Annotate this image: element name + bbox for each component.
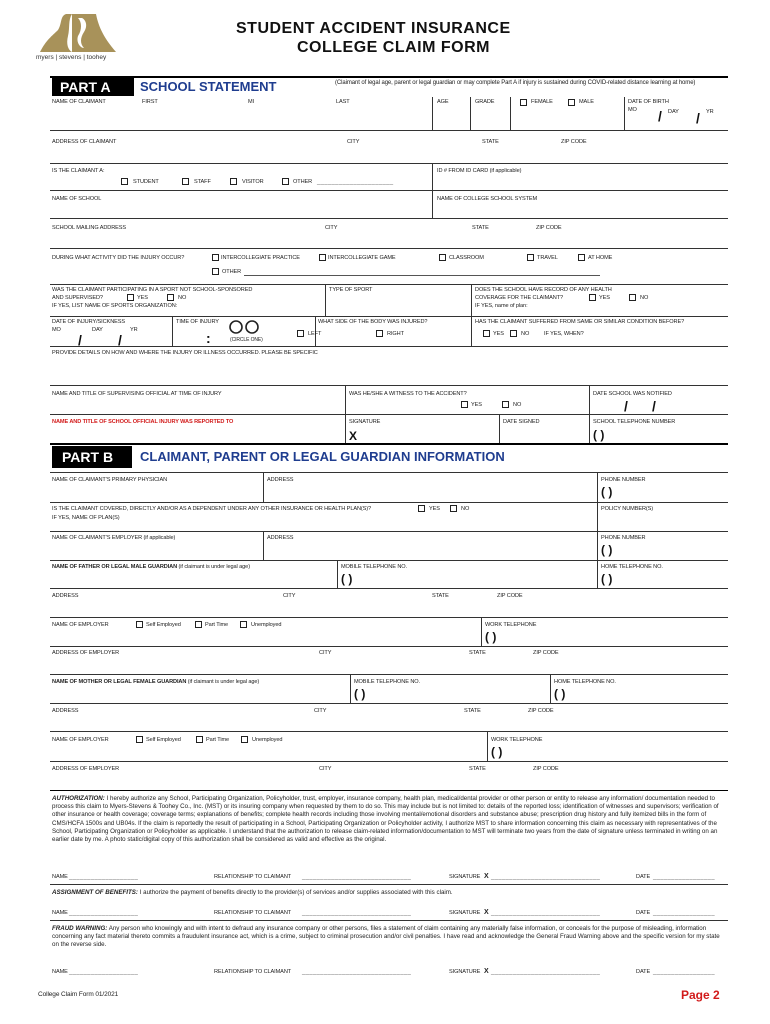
- similar-yes-label: YES: [493, 331, 504, 337]
- address-of-claimant-label: ADDRESS OF CLAIMANT: [52, 139, 117, 145]
- father-name-label: NAME OF FATHER OR LEGAL MALE GUARDIAN: [52, 564, 178, 570]
- policy-numbers-label: POLICY NUMBER(S): [601, 506, 654, 512]
- intercollegiate-practice-label: INTERCOLLEGIATE PRACTICE: [221, 255, 300, 261]
- male-checkbox[interactable]: [568, 99, 575, 106]
- time-colon: :: [206, 330, 211, 346]
- father-mobile-paren[interactable]: ( ): [341, 572, 353, 586]
- sport-question-2: AND SUPERVISED?: [52, 295, 103, 301]
- father-unemployed-checkbox[interactable]: [240, 621, 247, 628]
- injury-mo-label: MO: [52, 327, 61, 333]
- record-no-label: NO: [640, 295, 649, 301]
- other-checkbox[interactable]: [282, 178, 289, 185]
- mi-label: MI: [248, 99, 255, 105]
- fraud-paragraph: [52, 925, 720, 950]
- health-record-question-2: COVERAGE FOR THE CLAIMANT?: [475, 295, 564, 301]
- female-label: FEMALE: [531, 99, 553, 105]
- mother-unemployed-checkbox[interactable]: [241, 736, 248, 743]
- staff-checkbox[interactable]: [182, 178, 189, 185]
- fraud-signature-x[interactable]: X: [484, 968, 489, 975]
- school-state-label: STATE: [472, 225, 489, 231]
- sport-no-label: NO: [178, 295, 187, 301]
- male-label: MALE: [579, 99, 594, 105]
- sport-question-1: WAS THE CLAIMANT PARTICIPATING IN A SPORT NOT SCHOOL-SPONSORED: [52, 287, 253, 293]
- logo-tagline: myers | stevens | toohey: [36, 54, 107, 61]
- dob-day-label: DAY: [668, 109, 679, 115]
- father-unemployed-label: Unemployed: [251, 622, 282, 628]
- is-claimant-label: IS THE CLAIMANT A:: [52, 168, 105, 174]
- authorization-paragraph: [52, 795, 720, 844]
- covered-no-checkbox[interactable]: [450, 505, 457, 512]
- witness-yes-checkbox[interactable]: [461, 401, 468, 408]
- mother-part-time-label: Part Time: [206, 737, 230, 743]
- dob-label: DATE OF BIRTH: [628, 99, 669, 105]
- auth-name-blank[interactable]: ___________________: [69, 874, 139, 880]
- physician-phone-label: PHONE NUMBER: [601, 477, 646, 483]
- staff-label: STAFF: [194, 179, 211, 185]
- mother-address-label: ADDRESS: [52, 708, 79, 714]
- father-employer-label: NAME OF EMPLOYER: [52, 622, 109, 628]
- activity-other-label: OTHER: [222, 269, 242, 275]
- school-phone-paren[interactable]: ( ): [593, 428, 605, 442]
- similar-yes-checkbox[interactable]: [483, 330, 490, 337]
- similar-no-checkbox[interactable]: [510, 330, 517, 337]
- official-reported-label: NAME AND TITLE OF SCHOOL OFFICIAL INJURY WAS REPORTED TO: [52, 419, 234, 425]
- claimant-employer-label: NAME OF CLAIMANT'S EMPLOYER (if applicable): [52, 535, 176, 541]
- zip-label: ZIP CODE: [561, 139, 587, 145]
- page-number: Page 2: [681, 988, 720, 1002]
- covered-question-2: IF YES, NAME OF PLAN(S): [52, 515, 120, 521]
- father-label: [52, 564, 250, 571]
- mother-part-time-checkbox[interactable]: [196, 736, 203, 743]
- auth-date-label: DATE: [636, 874, 651, 880]
- assignment-heading: ASSIGNMENT OF BENEFITS:: [52, 889, 138, 896]
- assign-name-label: NAME: [52, 910, 68, 916]
- witness-no-label: NO: [513, 402, 522, 408]
- mother-name-label: NAME OF MOTHER OR LEGAL FEMALE GUARDIAN: [52, 679, 187, 685]
- covered-yes-label: YES: [429, 506, 440, 512]
- mother-employer-address-label: ADDRESS OF EMPLOYER: [52, 766, 120, 772]
- primary-physician-label: NAME OF CLAIMANT'S PRIMARY PHYSICIAN: [52, 477, 168, 483]
- injury-slash-1: /: [78, 332, 82, 348]
- mother-home-phone-paren[interactable]: ( ): [554, 687, 566, 701]
- at-home-label: AT HOME: [588, 255, 613, 261]
- record-yes-checkbox[interactable]: [589, 294, 596, 301]
- auth-signature-blank[interactable]: ______________________________: [491, 874, 601, 880]
- state-label: STATE: [482, 139, 499, 145]
- circle-one-label: (CIRCLE ONE): [230, 337, 263, 343]
- employer-phone-paren[interactable]: ( ): [601, 543, 613, 557]
- mother-self-employed-checkbox[interactable]: [136, 736, 143, 743]
- mother-label: [52, 679, 259, 686]
- school-signature-x[interactable]: X: [349, 429, 358, 443]
- mother-self-employed-label: Self Employed: [146, 737, 181, 743]
- time-injury-label: TIME OF INJURY: [176, 319, 219, 325]
- fraud-date-blank[interactable]: _________________: [653, 969, 715, 975]
- mother-work-phone-label: WORK TELEPHONE: [491, 737, 543, 743]
- physician-phone-paren[interactable]: ( ): [601, 485, 613, 499]
- fraud-name-blank[interactable]: ___________________: [69, 969, 139, 975]
- if-yes-when-label: IF YES, WHEN?: [544, 331, 584, 337]
- student-label: STUDENT: [133, 179, 159, 185]
- injury-slash-2: /: [118, 332, 122, 348]
- covered-no-label: NO: [461, 506, 470, 512]
- fraud-signature-label: SIGNATURE: [449, 969, 481, 975]
- last-label: LAST: [336, 99, 350, 105]
- injury-yr-label: YR: [130, 327, 138, 333]
- mother-employer-state-label: STATE: [469, 766, 486, 772]
- assign-relationship-label: RELATIONSHIP TO CLAIMANT: [214, 910, 292, 916]
- employer-phone-label: PHONE NUMBER: [601, 535, 646, 541]
- auth-signature-label: SIGNATURE: [449, 874, 481, 880]
- father-state-label: STATE: [432, 593, 449, 599]
- fraud-relationship-blank[interactable]: ______________________________: [302, 969, 412, 975]
- sport-no-checkbox[interactable]: [167, 294, 174, 301]
- auth-date-blank[interactable]: _________________: [653, 874, 715, 880]
- city-label: CITY: [347, 139, 360, 145]
- classroom-label: CLASSROOM: [449, 255, 484, 261]
- assign-date-label: DATE: [636, 910, 651, 916]
- auth-relationship-label: RELATIONSHIP TO CLAIMANT: [214, 874, 292, 880]
- father-employer-zip-label: ZIP CODE: [533, 650, 559, 656]
- mother-mobile-paren[interactable]: ( ): [354, 687, 366, 701]
- date-notified-label: DATE SCHOOL WAS NOTIFIED: [593, 391, 672, 397]
- fraud-name-label: NAME: [52, 969, 68, 975]
- physician-address-label: ADDRESS: [267, 477, 294, 483]
- record-yes-label: YES: [599, 295, 610, 301]
- father-employer-address-label: ADDRESS OF EMPLOYER: [52, 650, 120, 656]
- part-a-tag: PART A: [52, 78, 134, 96]
- logo: [38, 10, 118, 64]
- assignment-text: I authorize the payment of benefits directly to the provider(s) of services and/or supplies associated with this claim.: [139, 889, 453, 896]
- am-pm-option-icon: [228, 319, 262, 335]
- fraud-relationship-label: RELATIONSHIP TO CLAIMANT: [214, 969, 292, 975]
- mother-mobile-label: MOBILE TELEPHONE NO.: [354, 679, 420, 685]
- fraud-text: Any person who knowingly and with intent to defraud any insurance company or other persons, files a statement of claim containing any materially false information, or conceals for the purpose of misleading, information concerning any fact material thereto commits a fraudulent insurance act, which is a crime, subject to criminal prosecution and/or civil penalties. I have read and acknowledge the General Fraud Warning above and the specific version for my state on the reverse side.: [52, 925, 720, 949]
- witness-yes-label: YES: [471, 402, 482, 408]
- travel-checkbox[interactable]: [527, 254, 534, 261]
- father-city-label: CITY: [283, 593, 296, 599]
- dob-slash-2: /: [696, 110, 700, 126]
- school-city-label: CITY: [325, 225, 338, 231]
- notified-slash-1: /: [624, 398, 628, 414]
- date-injury-label: DATE OF INJURY/SICKNESS: [52, 319, 126, 325]
- health-record-question-3: IF YES, name of plan:: [475, 303, 528, 309]
- student-checkbox[interactable]: [121, 178, 128, 185]
- authorization-heading: AUTHORIZATION:: [52, 795, 105, 802]
- witness-no-checkbox[interactable]: [502, 401, 509, 408]
- employer-address-label: ADDRESS: [267, 535, 294, 541]
- similar-condition-label: HAS THE CLAIMANT SUFFERED FROM SAME OR SIMILAR CONDITION BEFORE?: [475, 319, 685, 325]
- mother-employer-zip-label: ZIP CODE: [533, 766, 559, 772]
- sport-yes-checkbox[interactable]: [127, 294, 134, 301]
- msi-logo-icon: [38, 10, 118, 54]
- other-label: OTHER: [293, 179, 313, 185]
- am-pm-circles[interactable]: [228, 319, 262, 337]
- dob-mo-label: MO: [628, 107, 637, 113]
- father-self-employed-checkbox[interactable]: [136, 621, 143, 628]
- assign-name-blank[interactable]: ___________________: [69, 910, 139, 916]
- mother-employer-label: NAME OF EMPLOYER: [52, 737, 109, 743]
- mother-employer-city-label: CITY: [319, 766, 332, 772]
- visitor-label: VISITOR: [242, 179, 264, 185]
- mother-unemployed-label: Unemployed: [252, 737, 283, 743]
- assign-relationship-blank[interactable]: ______________________________: [302, 910, 412, 916]
- classroom-checkbox[interactable]: [439, 254, 446, 261]
- right-checkbox[interactable]: [376, 330, 383, 337]
- part-a-top-rule: [50, 76, 728, 78]
- body-side-label: WHAT SIDE OF THE BODY WAS INJURED?: [318, 319, 428, 325]
- other-blank[interactable]: _____________________: [317, 179, 394, 185]
- auth-name-label: NAME: [52, 874, 68, 880]
- father-employer-city-label: CITY: [319, 650, 332, 656]
- father-home-phone-label: HOME TELEPHONE NO.: [601, 564, 663, 570]
- father-part-time-checkbox[interactable]: [195, 621, 202, 628]
- auth-signature-x[interactable]: X: [484, 873, 489, 880]
- right-label: RIGHT: [387, 331, 404, 337]
- activity-other-checkbox[interactable]: [212, 268, 219, 275]
- date-signed-label: DATE SIGNED: [503, 419, 540, 425]
- part-b-top-rule: [50, 443, 728, 445]
- fraud-date-label: DATE: [636, 969, 651, 975]
- dob-slash-1: /: [658, 108, 662, 124]
- father-self-employed-label: Self Employed: [146, 622, 181, 628]
- intercollegiate-practice-checkbox[interactable]: [212, 254, 219, 261]
- assign-signature-blank[interactable]: ______________________________: [491, 910, 601, 916]
- witness-label: WAS HE/SHE A WITNESS TO THE ACCIDENT?: [349, 391, 467, 397]
- covered-question-1: IS THE CLAIMANT COVERED, DIRECTLY AND/OR AS A DEPENDENT UNDER ANY OTHER INSURANCE OR HEALTH PLAN(S)?: [52, 506, 372, 512]
- fraud-heading: FRAUD WARNING:: [52, 925, 108, 932]
- father-work-phone-paren[interactable]: ( ): [485, 630, 497, 644]
- sport-yes-label: YES: [137, 295, 148, 301]
- dob-yr-label: YR: [706, 109, 714, 115]
- left-label: LEFT: [308, 331, 322, 337]
- mother-home-phone-label: HOME TELEPHONE NO.: [554, 679, 616, 685]
- health-record-question-1: DOES THE SCHOOL HAVE RECORD OF ANY HEALTH: [475, 287, 612, 293]
- part-b-tag: PART B: [52, 446, 132, 468]
- assign-signature-label: SIGNATURE: [449, 910, 481, 916]
- mother-zip-label: ZIP CODE: [528, 708, 554, 714]
- injury-day-label: DAY: [92, 327, 103, 333]
- mother-note: (if claimant is under legal age): [187, 679, 260, 685]
- travel-label: TRAVEL: [537, 255, 558, 261]
- form-title-line2: COLLEGE CLAIM FORM: [297, 39, 490, 56]
- record-no-checkbox[interactable]: [629, 294, 636, 301]
- father-employer-state-label: STATE: [469, 650, 486, 656]
- authorization-text: I hereby authorize any School, Participating Organization, Policyholder, trust, employer, insurance company, health plan, medical/dental provider or other person or entity to release any information/ documentation needed to process this claim to Myers-Stevens & Toohey Co., Inc. (MST) or its insuring company when requested by them to do so. This may include but is not limited to: details of the reported loss; identification of witnesses and supervisors; verification of other insurance or health coverage; coverage terms; explanations of benefits; complete health records including those involving mental/emotional disorders and substance abuse; prescription drug history and fully itemized bills in the form of CMS/HCFA 1500s and UB04s. If the claim is reportedly the result of participating in a School, Participating Organization or Policyholder activity, I authorize MST to share information concerning this claim as necessary with representatives of the School, Participating Organization or Policyholder as applicable. I understand that the authorization to release claim-related information/documentation to MST will terminate two years from the date of signature unless terminated in writing on an earlier date by me. A photo static/digital copy of this authorization shall be considered as valid and effective as the original.: [52, 795, 719, 844]
- provide-details-label: PROVIDE DETAILS ON HOW AND WHERE THE INJURY OR ILLNESS OCCURRED. PLEASE BE SPECIFIC: [52, 350, 318, 356]
- form-id: College Claim Form 01/2021: [38, 991, 119, 998]
- activity-label: DURING WHAT ACTIVITY DID THE INJURY OCCUR?: [52, 255, 185, 261]
- father-home-phone-paren[interactable]: ( ): [601, 572, 613, 586]
- auth-relationship-blank[interactable]: ______________________________: [302, 874, 412, 880]
- father-zip-label: ZIP CODE: [497, 593, 523, 599]
- notified-slash-2: /: [652, 398, 656, 414]
- covered-yes-checkbox[interactable]: [418, 505, 425, 512]
- school-phone-label: SCHOOL TELEPHONE NUMBER: [593, 419, 676, 425]
- first-label: FIRST: [142, 99, 158, 105]
- sport-question-3: IF YES, LIST NAME OF SPORTS ORGANIZATION:: [52, 303, 178, 309]
- assignment-paragraph: [52, 889, 720, 897]
- mother-work-phone-paren[interactable]: ( ): [491, 745, 503, 759]
- father-mobile-label: MOBILE TELEPHONE NO.: [341, 564, 407, 570]
- id-number-label: ID # FROM ID CARD (if applicable): [437, 168, 522, 174]
- left-checkbox[interactable]: [297, 330, 304, 337]
- school-signature-label: SIGNATURE: [349, 419, 381, 425]
- mother-state-label: STATE: [464, 708, 481, 714]
- father-note: (if claimant is under legal age): [178, 564, 250, 570]
- similar-no-label: NO: [521, 331, 530, 337]
- grade-label: GRADE: [475, 99, 495, 105]
- assign-date-blank[interactable]: _________________: [653, 910, 715, 916]
- school-mailing-label: SCHOOL MAILING ADDRESS: [52, 225, 127, 231]
- father-address-label: ADDRESS: [52, 593, 79, 599]
- school-zip-label: ZIP CODE: [536, 225, 562, 231]
- intercollegiate-game-label: INTERCOLLEGIATE GAME: [328, 255, 396, 261]
- father-work-phone-label: WORK TELEPHONE: [485, 622, 537, 628]
- at-home-checkbox[interactable]: [578, 254, 585, 261]
- father-part-time-label: Part Time: [205, 622, 229, 628]
- part-a-title: SCHOOL STATEMENT: [140, 79, 277, 94]
- intercollegiate-game-checkbox[interactable]: [319, 254, 326, 261]
- part-a-note: (Claimant of legal age, parent or legal guardian or may complete Part A if injury is sustained during COVID-related distance learning at home): [335, 80, 696, 86]
- type-of-sport-label: TYPE OF SPORT: [329, 287, 373, 293]
- name-of-school-label: NAME OF SCHOOL: [52, 196, 102, 202]
- supervising-official-label: NAME AND TITLE OF SUPERVISING OFFICIAL AT TIME OF INJURY: [52, 391, 222, 397]
- name-of-claimant-label: NAME OF CLAIMANT: [52, 99, 106, 105]
- assign-signature-x[interactable]: X: [484, 909, 489, 916]
- female-checkbox[interactable]: [520, 99, 527, 106]
- form-title-line1: STUDENT ACCIDENT INSURANCE: [236, 20, 511, 37]
- part-b-title: CLAIMANT, PARENT OR LEGAL GUARDIAN INFORMATION: [140, 449, 505, 464]
- fraud-signature-blank[interactable]: ______________________________: [491, 969, 601, 975]
- college-system-label: NAME OF COLLEGE SCHOOL SYSTEM: [437, 196, 538, 202]
- mother-city-label: CITY: [314, 708, 327, 714]
- visitor-checkbox[interactable]: [230, 178, 237, 185]
- age-label: AGE: [437, 99, 449, 105]
